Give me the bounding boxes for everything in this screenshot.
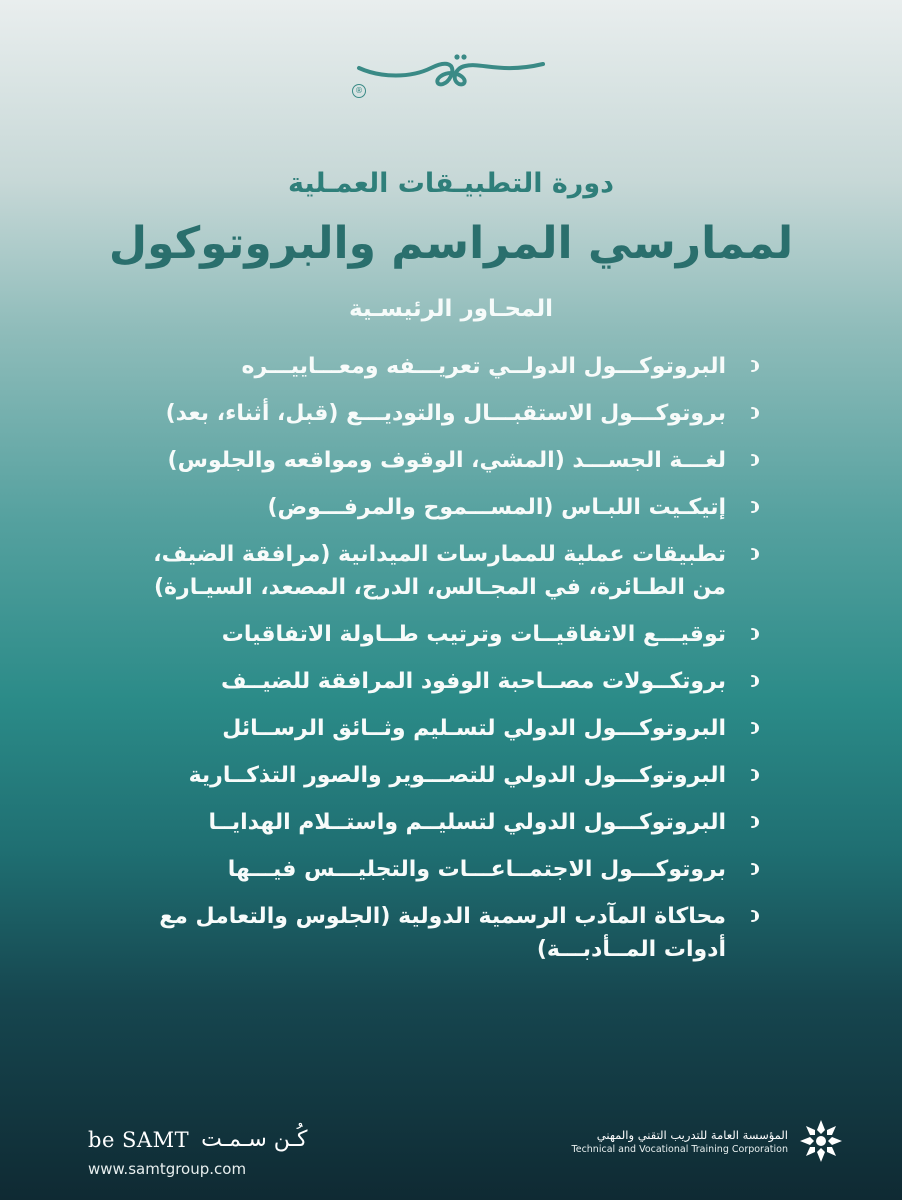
list-item-text: البروتوكـــول الدولي لتسليــم واستــلام الهدايــا <box>208 810 726 835</box>
list-item <box>152 665 762 698</box>
bullet-icon <box>750 547 762 561</box>
list-item <box>152 806 762 839</box>
bullet-icon <box>750 768 762 782</box>
course-subtitle: دورة التطبيـقات العمـلية <box>288 168 614 199</box>
bullet-icon <box>750 862 762 876</box>
bullet-icon <box>750 359 762 373</box>
list-item-text: محاكاة المآدب الرسمية الدولية (الجلوس والتعامل مع أدوات المــأدبـــة) <box>159 904 726 962</box>
list-item <box>152 853 762 886</box>
website-link[interactable]: www.samtgroup.com <box>88 1160 247 1178</box>
list-item <box>152 759 762 792</box>
brand-row <box>88 1127 328 1152</box>
tvtc-footer <box>572 1118 844 1164</box>
list-item-text: بروتوكـــول الاجتمــاعـــات والتجليـــس فيـــها <box>227 857 726 882</box>
bullet-icon <box>750 406 762 420</box>
bullet-icon <box>750 815 762 829</box>
list-item <box>152 900 762 966</box>
list-item <box>152 618 762 651</box>
bullet-icon <box>750 500 762 514</box>
list-item-text: بروتوكـــول الاستقبـــال والتوديـــع (قبل، أثناء، بعد) <box>165 401 726 426</box>
bullet-icon <box>750 721 762 735</box>
list-item-text: لغـــة الجســـد (المشي، الوقوف ومواقعه والجلوس) <box>167 448 726 473</box>
samt-calligraphy-logo-icon <box>351 48 551 98</box>
list-item-text: البروتوكـــول الدولي للتصـــوير والصور التذكــارية <box>188 763 726 788</box>
list-item-text: البروتوكـــول الدولي لتسـليم وثــائق الرســائل <box>222 716 726 741</box>
list-item-text: توقيـــع الاتفاقيــات وترتيب طــاولة الاتفاقيات <box>221 622 726 647</box>
course-title: لممارسي المراسم والبروتوكول <box>108 218 794 269</box>
bullet-icon <box>750 674 762 688</box>
tvtc-text <box>572 1128 788 1155</box>
list-item <box>152 397 762 430</box>
bullet-icon <box>750 909 762 923</box>
list-item <box>152 491 762 524</box>
list-item <box>152 712 762 745</box>
bullet-icon <box>750 453 762 467</box>
list-item <box>152 538 762 604</box>
org-name-en: Technical and Vocational Training Corporation <box>571 1143 788 1155</box>
samt-logo <box>0 48 902 102</box>
list-item-text: بروتكــولات مصــاحبة الوفود المرافقة للضيــف <box>221 669 726 694</box>
list-item-text: البروتوكـــول الدولــي تعريـــفه ومعـــاييـــره <box>241 354 726 379</box>
samt-footer <box>88 1127 328 1178</box>
tvtc-emblem-icon <box>798 1118 844 1164</box>
topics-list <box>152 350 762 980</box>
list-item-text: تطبيقات عملية للممارسات الميدانية (مرافقة الضيف، من الطـائرة، في المجـالس، الدرج، المصعد، السيـارة) <box>153 542 726 600</box>
brand-name-en: be SAMT <box>88 1127 190 1152</box>
registered-mark: ® <box>352 84 366 98</box>
list-item-text: إتيكـيت اللبـاس (المســـموح والمرفـــوض) <box>267 495 726 520</box>
org-name-ar: المؤسسة العامة للتدريب التقني والمهني <box>596 1127 788 1142</box>
list-item <box>152 350 762 383</box>
bullet-icon <box>750 627 762 641</box>
section-heading: المحـاور الرئيسـية <box>348 296 553 322</box>
brand-name-ar: كُـن سـمـت <box>201 1127 308 1152</box>
list-item <box>152 444 762 477</box>
